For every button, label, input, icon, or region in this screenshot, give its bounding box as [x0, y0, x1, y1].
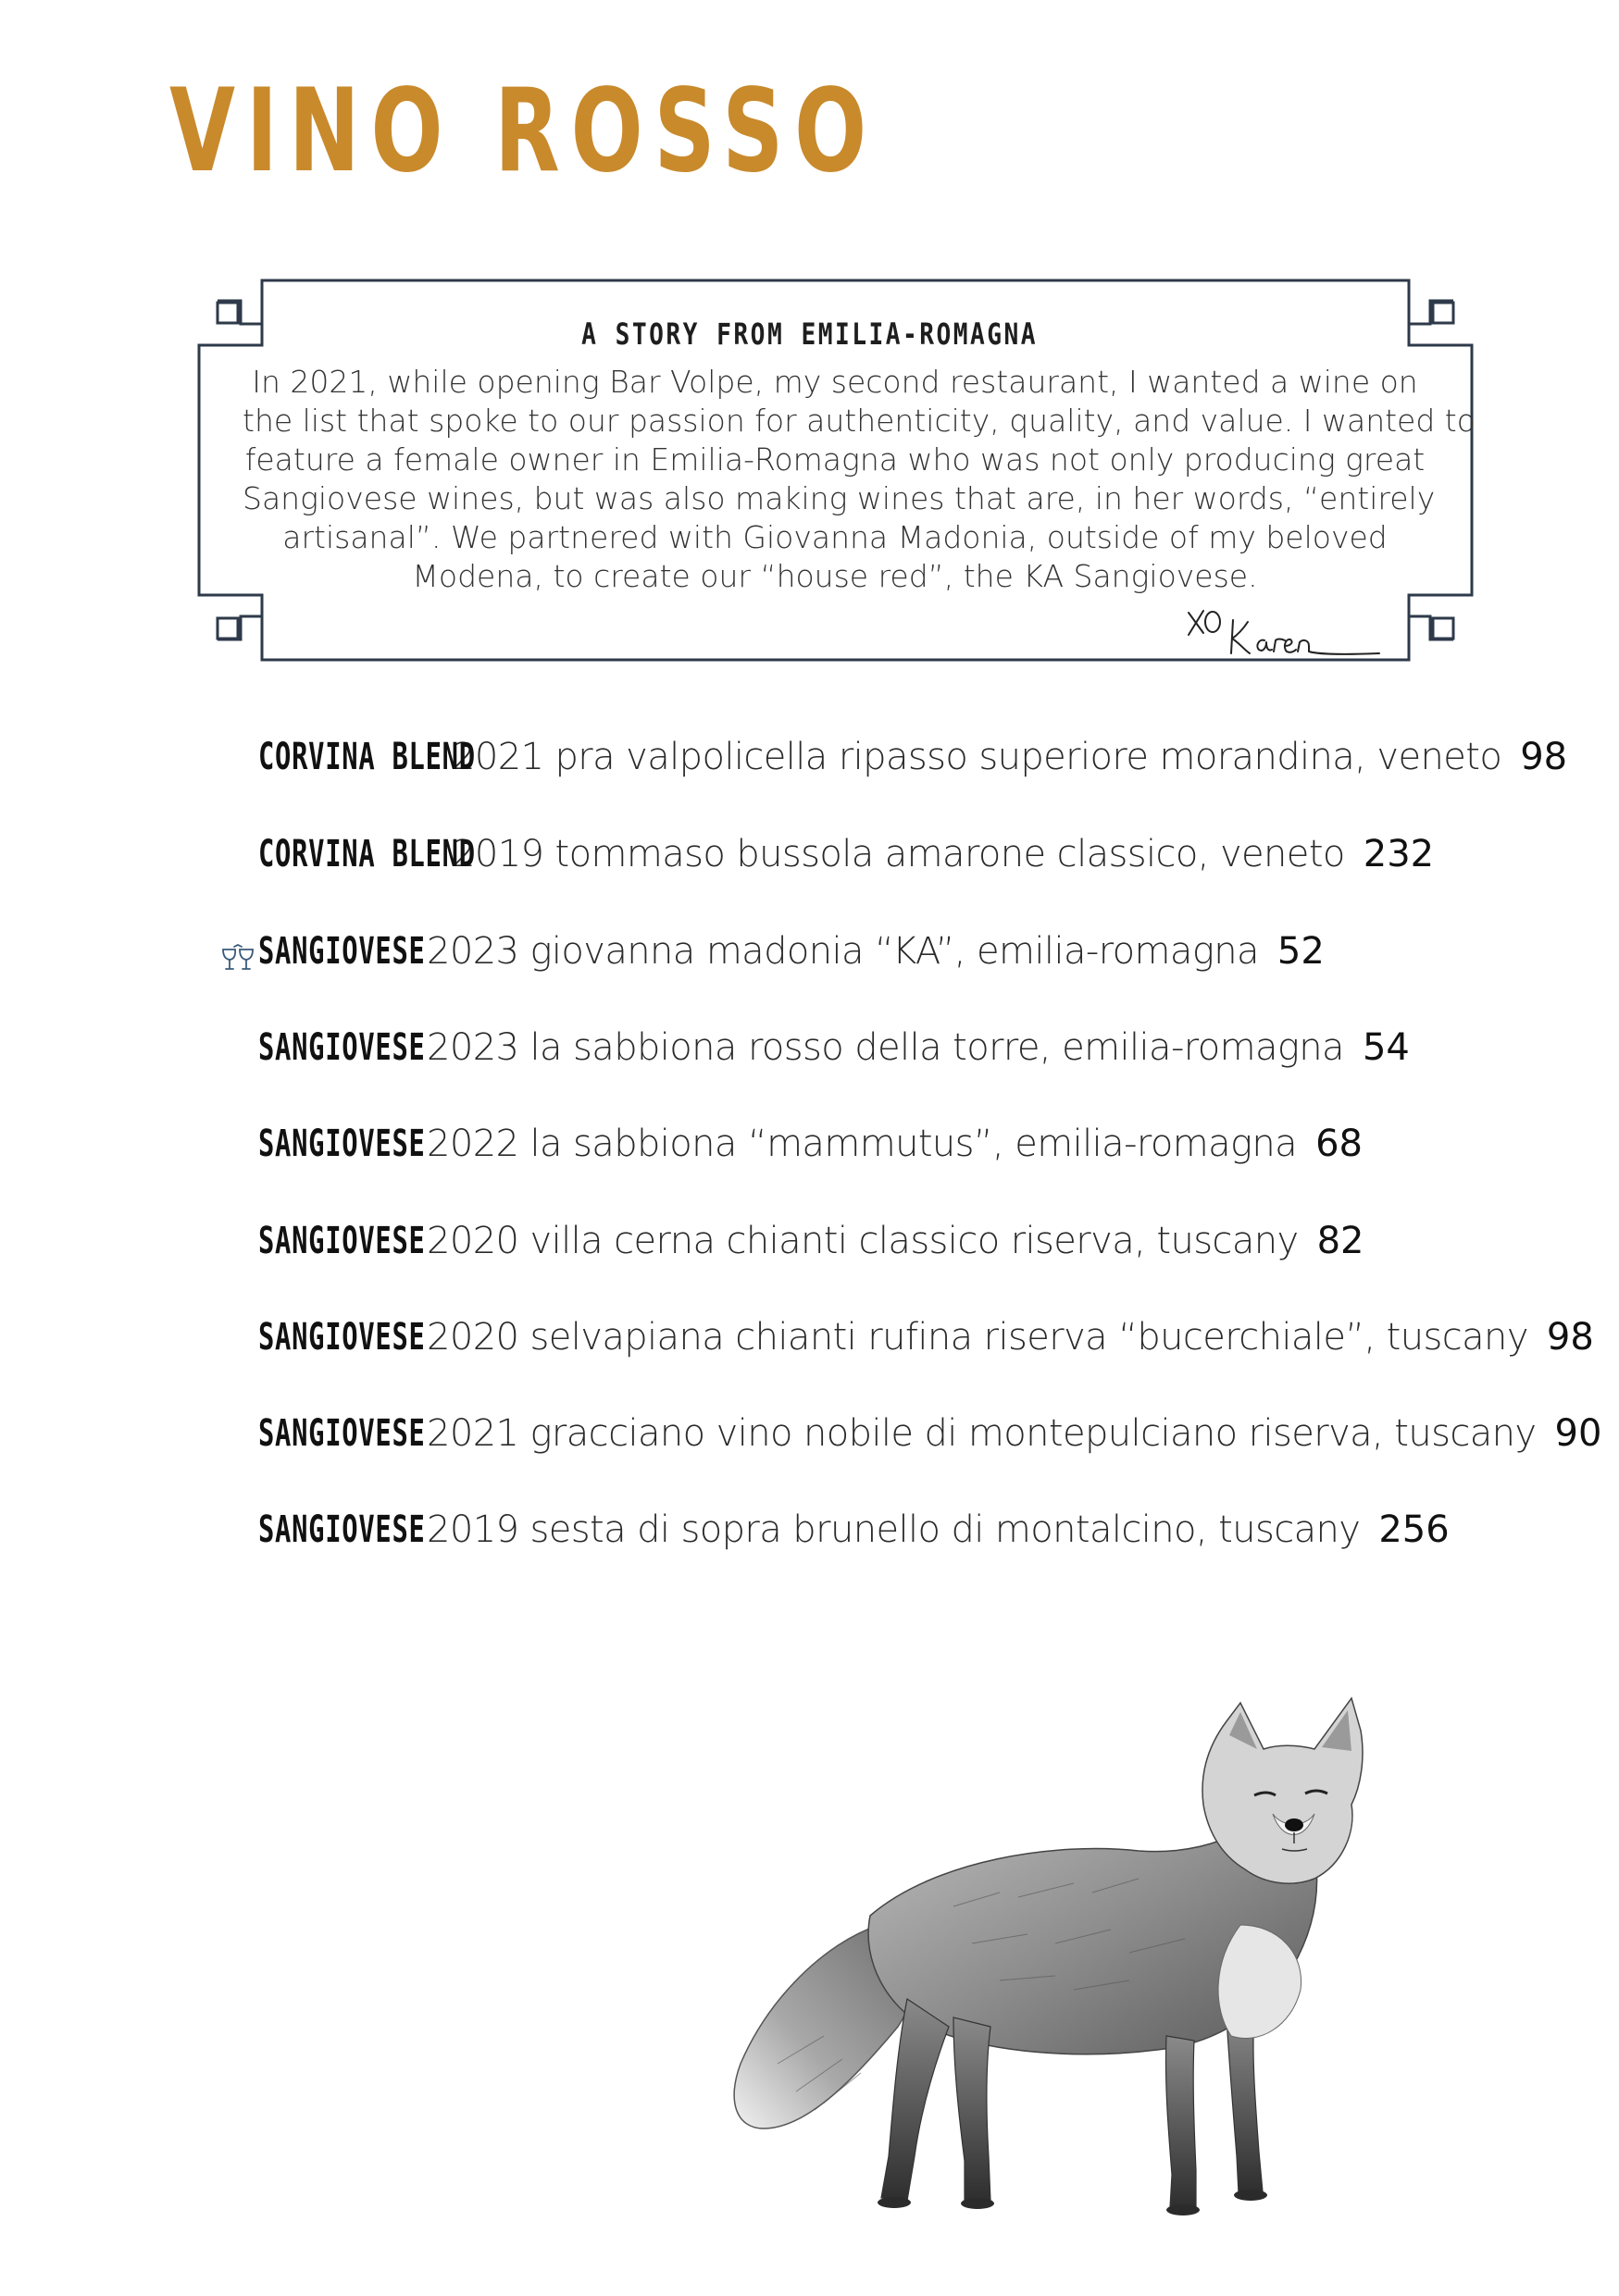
grape-variety: CORVINA BLEND [258, 736, 476, 778]
wine-description: 2021 pra valpolicella ripasso superiore morandina, veneto [452, 736, 1502, 778]
grape-variety: SANGIOVESE [258, 1220, 426, 1262]
story-line: Modena, to create our “house red”, the KA Sangiovese. [412, 558, 1258, 594]
wine-description: 2021 gracciano vino nobile di montepulciano riserva, tuscany [427, 1412, 1537, 1455]
wine-price: 82 [1316, 1220, 1364, 1262]
wine-description: 2023 la sabbiona rosso della torre, emilia-romagna [427, 1026, 1344, 1069]
story-frame [0, 0, 1619, 703]
story-heading [0, 316, 1619, 352]
wine-row [258, 1412, 1601, 1468]
wine-row [258, 1316, 1594, 1371]
grape-variety: SANGIOVESE [258, 930, 426, 973]
signature [1185, 602, 1389, 666]
story-line: feature a female owner in Emilia-Romagna who was not only producing great [244, 441, 1426, 478]
wine-price: 52 [1277, 930, 1325, 973]
wine-description: 2020 villa cerna chianti classico riserva, tuscany [427, 1220, 1299, 1262]
grape-variety: SANGIOVESE [258, 1123, 426, 1165]
wine-price: 98 [1546, 1316, 1594, 1359]
wine-price: 256 [1378, 1508, 1450, 1551]
grape-variety: CORVINA BLEND [258, 833, 476, 875]
page-title: VINO ROSSO [169, 65, 878, 198]
wine-glasses-icon [219, 944, 256, 974]
grape-variety: SANGIOVESE [258, 1316, 426, 1359]
wine-description: 2019 tommaso bussola amarone classico, veneto [452, 833, 1345, 875]
story-text [243, 363, 1476, 596]
grape-variety: SANGIOVESE [258, 1412, 426, 1455]
grape-variety: SANGIOVESE [258, 1508, 426, 1551]
wine-row [258, 1026, 1410, 1082]
wine-description: 2023 giovanna madonia “KA”, emilia-romagna [427, 930, 1259, 973]
wine-row [258, 833, 1434, 888]
wine-price: 68 [1315, 1123, 1364, 1165]
wine-description: 2019 sesta di sopra brunello di montalcino, tuscany [427, 1508, 1361, 1551]
wine-price: 90 [1554, 1412, 1602, 1455]
story-line: the list that spoke to our passion for authenticity, quality, and value. I wanted to [243, 403, 1476, 439]
wine-price: 54 [1362, 1026, 1410, 1069]
wine-row [258, 1123, 1363, 1178]
grape-variety: SANGIOVESE [258, 1026, 426, 1069]
fox-illustration [722, 1694, 1407, 2230]
wine-row [258, 1220, 1364, 1275]
wine-row [258, 736, 1567, 791]
story-line: In 2021, while opening Bar Volpe, my second restaurant, I wanted a wine on [252, 364, 1418, 400]
story-line: artisanal”. We partnered with Giovanna Madonia, outside of my beloved [282, 519, 1388, 555]
wine-price: 98 [1520, 736, 1568, 778]
wine-price: 232 [1363, 833, 1435, 875]
wine-row [258, 930, 1325, 986]
story-heading-text: A STORY FROM EMILIA-ROMAGNA [581, 316, 1038, 352]
story-line: Sangiovese wines, but was also making wines that are, in her words, “entirely [243, 480, 1436, 516]
wine-description: 2020 selvapiana chianti rufina riserva “bucerchiale”, tuscany [427, 1316, 1528, 1359]
wine-description: 2022 la sabbiona “mammutus”, emilia-romagna [427, 1123, 1298, 1165]
wine-row [258, 1508, 1450, 1564]
